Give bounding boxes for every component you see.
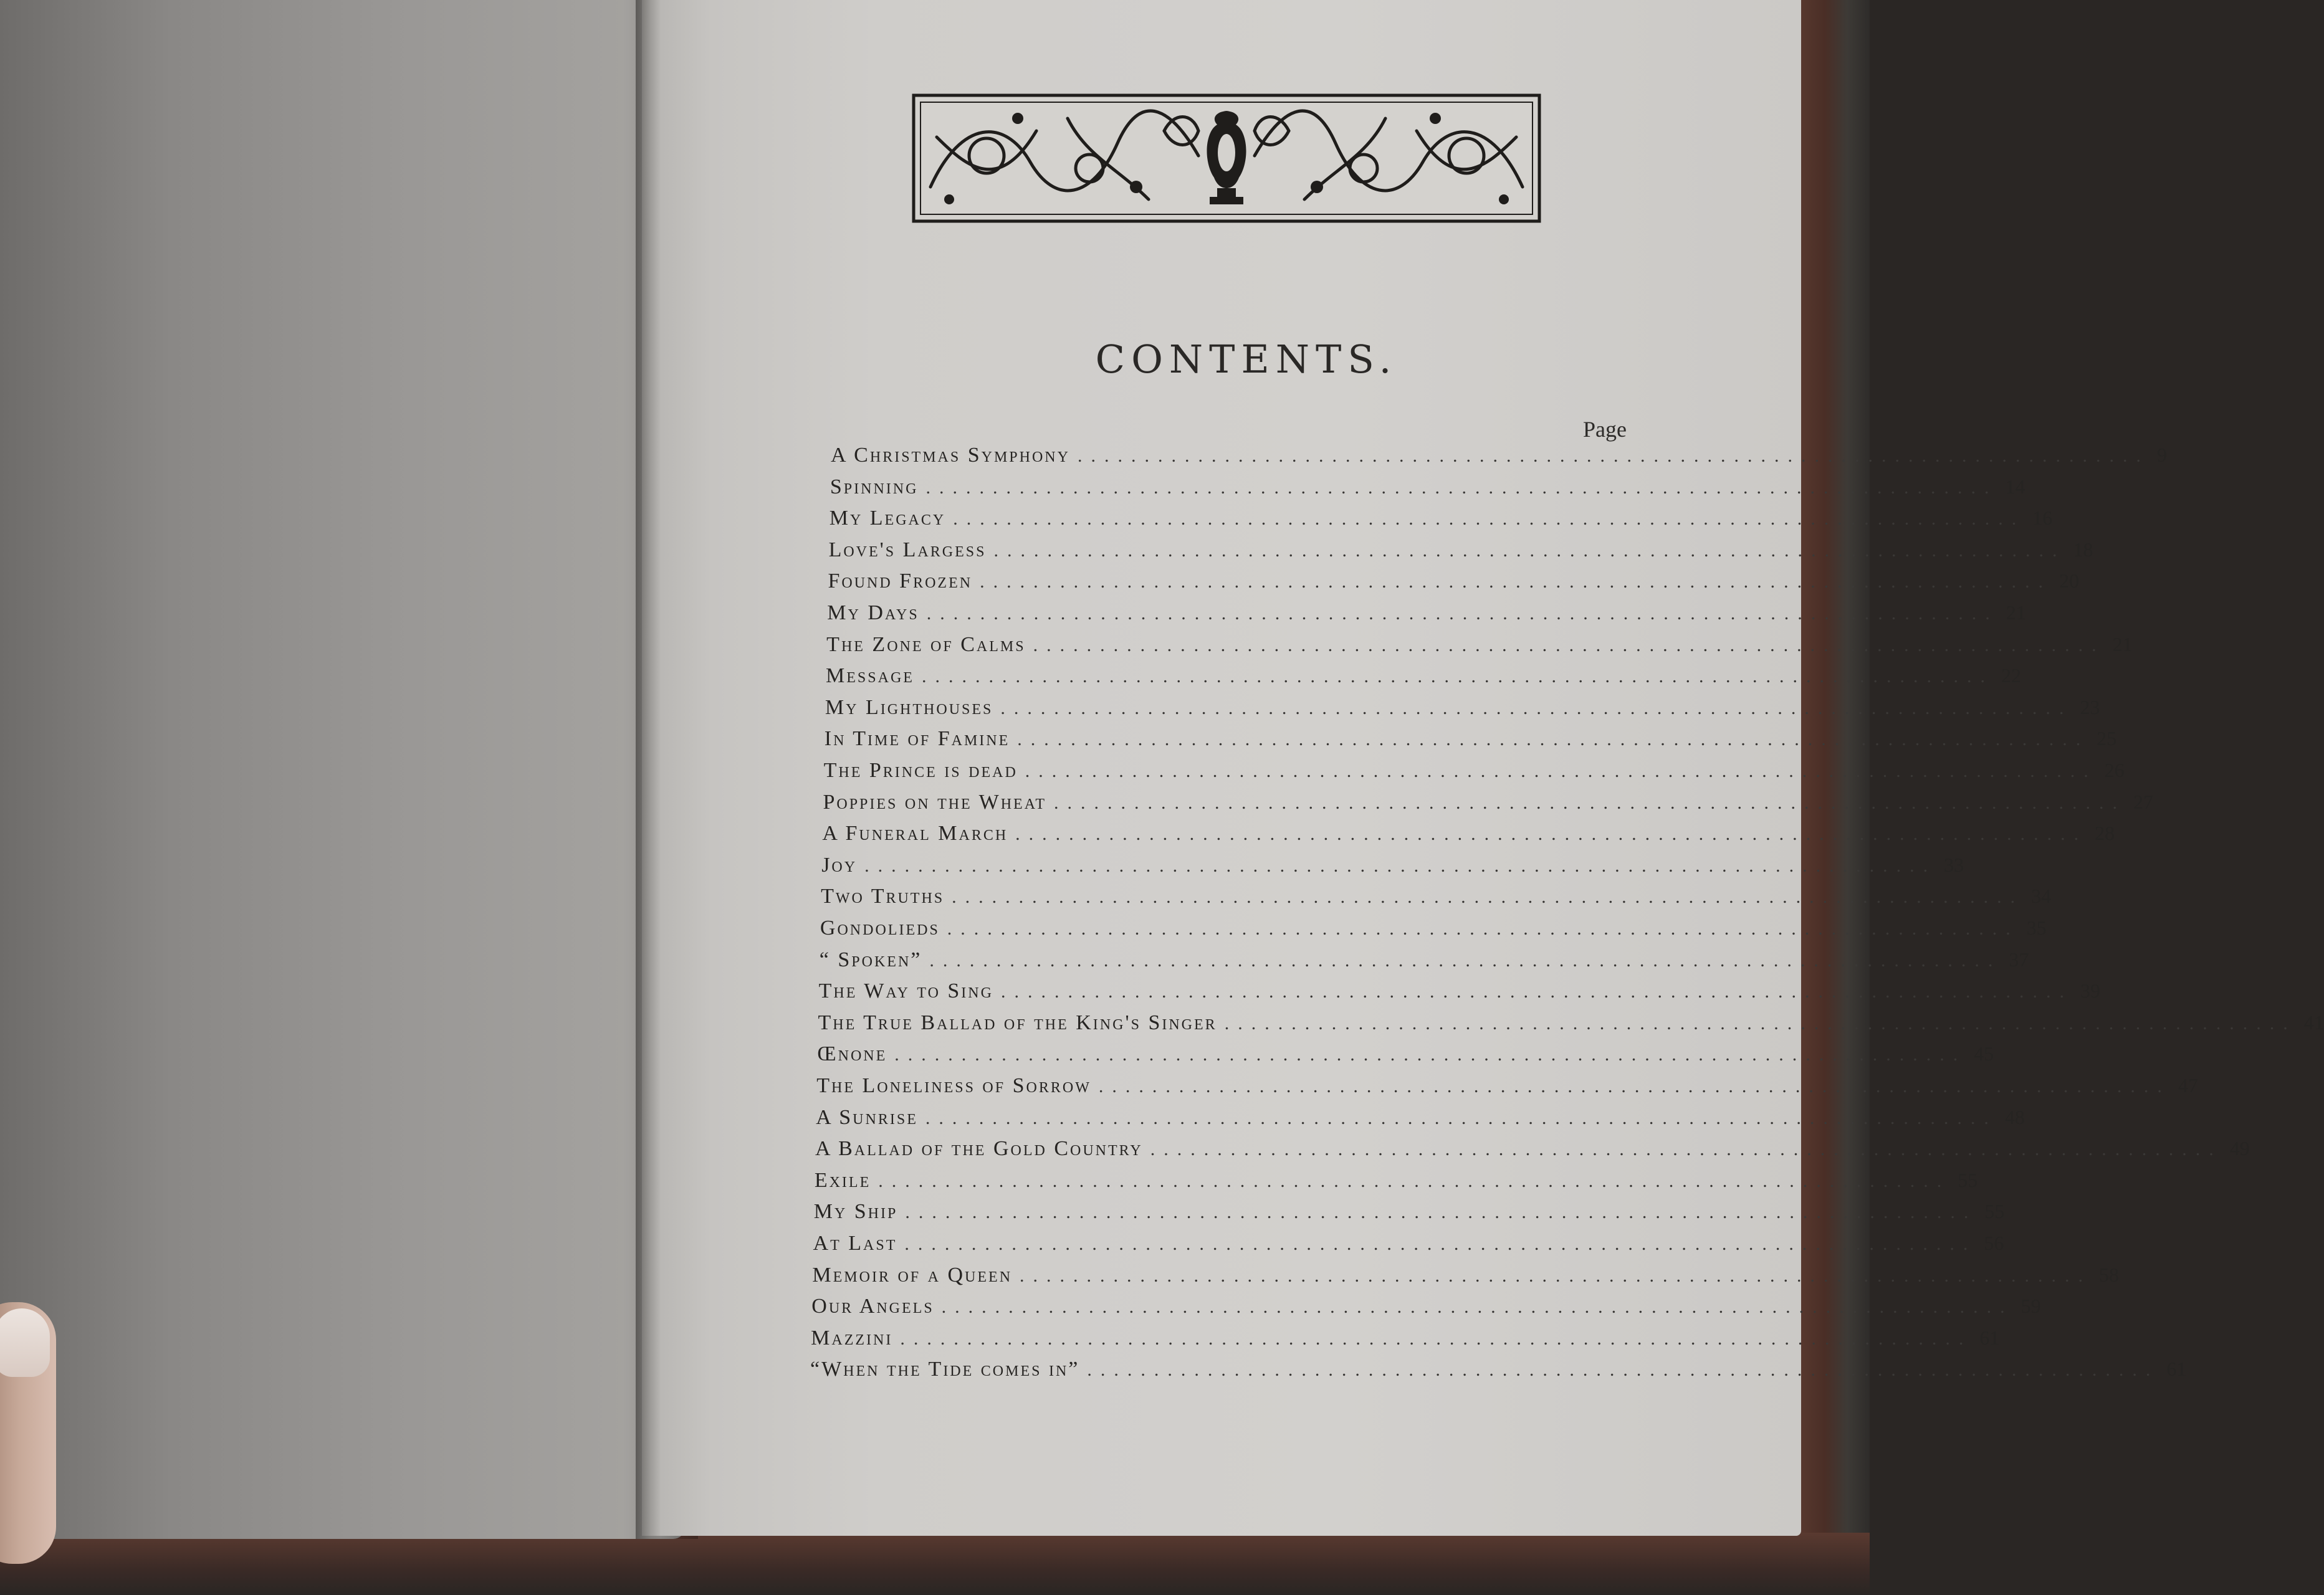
toc-entry-title: Poppies on the Wheat — [823, 790, 1047, 814]
headpiece-ornament — [912, 93, 1541, 223]
toc-leader-dots: ................................................................................ — [1000, 697, 2073, 718]
toc-entry — [825, 695, 2100, 723]
toc-entry-title: The Prince is dead — [823, 759, 1018, 782]
toc-entry-page: 33 — [1944, 853, 1964, 876]
toc-leader-dots: ................................................................................ — [1224, 1012, 2297, 1034]
toc-entry-title: The Loneliness of Sorrow — [816, 1074, 1091, 1097]
toc-entry-page: 28 — [2095, 822, 2115, 845]
toc-entry-page: 58 — [2099, 1263, 2120, 1286]
toc-entry — [821, 853, 1964, 881]
toc-entry-page: 61 — [2166, 1358, 2187, 1381]
toc-entry-title: Message — [826, 664, 914, 688]
toc-entry — [828, 569, 2080, 597]
toc-leader-dots: ................................................................................ — [1098, 1076, 2171, 1097]
toc-entry-page: 49 — [2229, 1137, 2250, 1160]
toc-entry-page: 22 — [2001, 664, 2021, 687]
toc-entry-title: My Legacy — [829, 507, 946, 530]
toc-entry-page: 55 — [1984, 1200, 2005, 1223]
page-column-label: Page — [1583, 417, 1627, 442]
toc-leader-dots: ................................................................................ — [1017, 729, 2090, 750]
toc-entry-page: 26 — [2104, 759, 2125, 781]
toc-leader-dots: ................................................................................ — [1077, 445, 2149, 466]
toc-entry-title: A Ballad of the Gold Country — [815, 1137, 1143, 1161]
toc-leader-dots: ................................................................................ — [1087, 1359, 2159, 1381]
toc-entry-page: 55 — [1958, 1168, 1978, 1191]
toc-entry-title: Spinning — [830, 475, 919, 498]
toc-entry-title: A Christmas Symphony — [831, 444, 1070, 467]
toc-entry-page: 35 — [2026, 917, 2047, 939]
toc-entry-page: 9 — [2156, 444, 2167, 466]
toc-entry-title: In Time of Famine — [824, 727, 1010, 751]
toc-entry-title: My Ship — [813, 1200, 898, 1224]
toc-entry-title: “ Spoken” — [819, 948, 922, 971]
toc-leader-dots: ................................................................................ — [952, 887, 2024, 908]
toc-leader-dots: ................................................................................ — [925, 477, 1998, 498]
toc-entry-title: Two Truths — [821, 885, 945, 908]
toc-entry-page: 27 — [2133, 790, 2154, 813]
toc-entry-title: The Zone of Calms — [826, 632, 1026, 656]
toc-entry-page: 61 — [1979, 1326, 2000, 1349]
toc-entry-title: Exile — [814, 1168, 871, 1192]
thumbnail — [0, 1308, 50, 1377]
toc-entry-title: My Lighthouses — [825, 695, 993, 719]
toc-entry-title: The True Ballad of the King's Singer — [818, 1011, 1217, 1034]
toc-entry-page: 39 — [2080, 979, 2100, 1002]
toc-entry-title: The Way to Sing — [818, 979, 993, 1003]
toc-leader-dots: ................................................................................ — [929, 950, 2002, 971]
toc-leader-dots: ................................................................................ — [921, 666, 1994, 687]
toc-leader-dots: ................................................................................ — [904, 1234, 1977, 1254]
toc-entry-page: 25 — [2097, 727, 2117, 750]
left-page — [0, 0, 686, 1539]
toc-leader-dots: ................................................................................ — [1020, 1265, 2092, 1286]
toc-entry-title: My Days — [827, 601, 919, 624]
toc-entry-page: 41 — [2303, 1011, 2324, 1034]
toc-entry-page: 34 — [2031, 885, 2052, 908]
toc-entry — [828, 538, 2093, 566]
book-cover-bottom — [0, 1533, 1870, 1595]
toc-leader-dots: ................................................................................ — [1033, 634, 2105, 655]
toc-leader-dots: ................................................................................ — [878, 1170, 1951, 1191]
toc-leader-dots: ................................................................................ — [993, 540, 2066, 561]
toc-entry-page: 56 — [1984, 1232, 2004, 1254]
toc-entry — [811, 1295, 2041, 1322]
book-gutter — [636, 0, 661, 1539]
toc-leader-dots: ................................................................................ — [1000, 981, 2073, 1002]
toc-entry-title: Our Angels — [811, 1295, 934, 1318]
toc-leader-dots: ................................................................................ — [941, 1297, 2014, 1318]
toc-entry — [826, 664, 2021, 692]
toc-entry-title: Love's Largess — [828, 538, 987, 561]
toc-entry-title: Joy — [821, 853, 858, 877]
toc-entry-page: 48 — [2004, 1105, 2025, 1128]
toc-entry-title: At Last — [813, 1232, 897, 1255]
toc-entry — [826, 632, 2133, 660]
toc-entry-page: 59 — [2020, 1295, 2041, 1318]
toc-entry — [824, 727, 2117, 755]
toc-entry — [829, 507, 2053, 534]
toc-entry — [830, 475, 2025, 503]
toc-entry — [820, 917, 2047, 944]
toc-entry — [811, 1326, 2000, 1354]
toc-entry — [810, 1358, 2187, 1385]
toc-entry-title: Mazzini — [811, 1326, 893, 1350]
toc-entry-page: 23 — [2080, 695, 2100, 718]
toc-entry-title: “When the Tide comes in” — [810, 1358, 1080, 1381]
toc-leader-dots: ................................................................................ — [1054, 792, 2126, 813]
toc-entry-page: 45 — [1974, 1042, 1994, 1065]
toc-entry-page: 20 — [2059, 569, 2080, 593]
toc-entry — [822, 822, 2115, 849]
toc-entry-page: 37 — [2009, 948, 2029, 971]
toc-entry — [831, 444, 2167, 471]
toc-leader-dots: ................................................................................ — [947, 918, 2019, 939]
toc-entry-page: 21 — [2112, 632, 2133, 655]
toc-entry — [813, 1200, 2005, 1227]
toc-entry-page: 47 — [2178, 1074, 2198, 1097]
toc-entry-page: 14 — [2005, 475, 2025, 498]
contents-heading: CONTENTS. — [1095, 336, 1398, 382]
toc-entry-title: A Sunrise — [816, 1105, 918, 1129]
toc-entry — [818, 979, 2100, 1007]
toc-entry — [819, 948, 2029, 976]
toc-entry-title: A Funeral March — [822, 822, 1008, 845]
toc-entry-title: Memoir of a Queen — [812, 1263, 1013, 1287]
toc-entry — [823, 790, 2154, 818]
toc-entry — [821, 885, 2052, 912]
toc-leader-dots: ................................................................................ — [953, 508, 2025, 530]
toc-entry — [816, 1105, 2025, 1133]
toc-entry — [813, 1232, 2004, 1259]
toc-entry — [823, 759, 2125, 786]
toc-entry-page: 16 — [2032, 507, 2053, 530]
toc-entry-title: Found Frozen — [828, 569, 973, 593]
toc-leader-dots: ................................................................................ — [925, 1107, 1997, 1128]
toc-entry-title: Gondolieds — [820, 917, 940, 940]
toc-entry — [827, 601, 2026, 629]
toc-entry — [817, 1042, 1994, 1070]
toc-entry — [818, 1011, 2324, 1039]
toc-entry — [816, 1074, 2198, 1102]
toc-leader-dots: ................................................................................ — [1025, 761, 2097, 781]
toc-entry-title: Œnone — [817, 1042, 887, 1066]
toc-leader-dots: ................................................................................ — [1015, 824, 2088, 845]
toc-entry-page: 21 — [2006, 601, 2026, 624]
toc-leader-dots: ................................................................................ — [926, 603, 1999, 624]
toc-entry — [814, 1168, 1978, 1196]
toc-leader-dots: ................................................................................ — [1150, 1139, 2222, 1160]
toc-entry — [815, 1137, 2250, 1164]
toc-leader-dots: ................................................................................ — [900, 1328, 1973, 1349]
toc-entry-page: 18 — [2073, 538, 2093, 561]
toc-entry — [812, 1263, 2120, 1291]
toc-leader-dots: ................................................................................ — [864, 855, 1937, 876]
toc-leader-dots: ................................................................................ — [980, 571, 2052, 593]
toc-leader-dots: ................................................................................ — [894, 1044, 1967, 1065]
toc-leader-dots: ................................................................................ — [905, 1202, 1977, 1223]
